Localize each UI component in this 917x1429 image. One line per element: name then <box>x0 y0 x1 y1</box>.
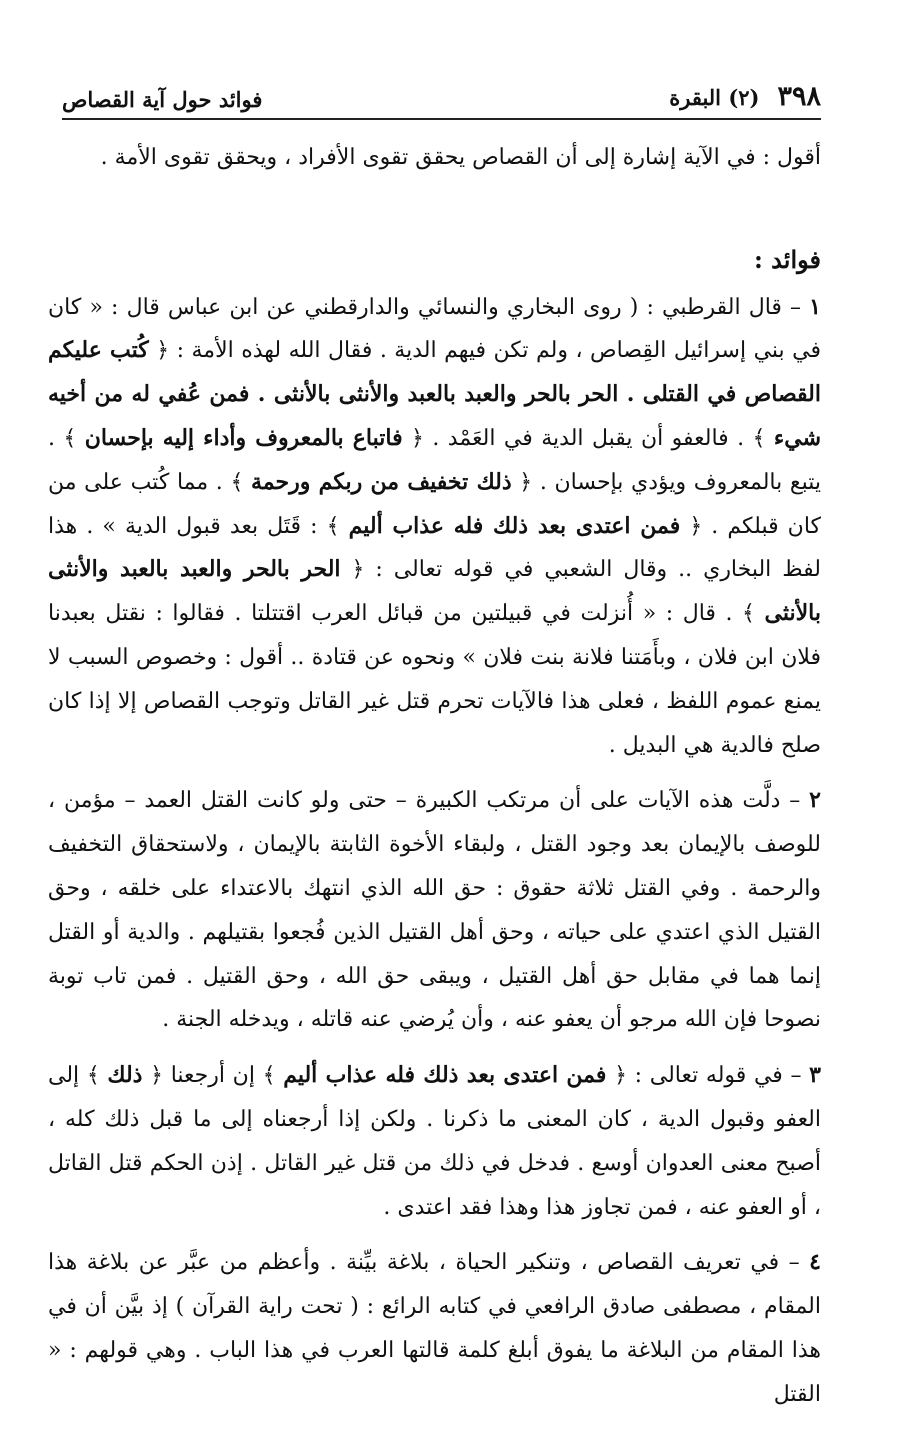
quran-verse: ذلك تخفيف من ربكم ورحمة <box>251 468 512 495</box>
paragraph-text: – في تعريف القصاص ، وتنكير الحياة ، بلاغة بيِّنة . وأعظم من عبَّر عن بلاغة هذا المقام ، مصطفى صادق الرافعي في كتابه الرائع : ( تحت راية القرآن ) إذ بيَّن أن في هذا المقام من البلاغة ما يفوق أبلغ كلمة قالتها العرب في هذا الباب . وهي قولهم : « القتل <box>48 1250 821 1407</box>
benefit-paragraph-3 <box>48 1054 821 1229</box>
paragraph-text: ﴾ . يتبع بالمعروف ويؤدي بإحسان . ﴿ <box>48 425 822 495</box>
header-right-group <box>669 81 821 112</box>
paragraph-text: – في قوله تعالى : ﴿ <box>606 1063 810 1089</box>
page-body <box>48 136 821 1429</box>
surah-label: (٢) البقرة <box>669 85 760 110</box>
quran-verse: كُتب عليكم القصاص في القتلى . الحر بالحر والعبد بالعبد والأنثى بالأنثى . فمن عُفي له من أخيه شيء <box>48 337 822 451</box>
running-section-title: فوائد حول آية القصاص <box>62 87 263 112</box>
paragraph-text: ﴾ إلى العفو وقبول الدية ، كان المعنى ما ذكرنا . ولكن إذا أرجعناه إلى ما قبل ذلك كله ، أصبح معنى العدوان أوسع . فدخل في ذلك من قتل غير القاتل . إذن الحكم قتل القاتل ، أو العفو عنه ، فمن تجاوز هذا وهذا فقد اعتدى . <box>48 1063 821 1220</box>
benefit-number: ٤ <box>809 1249 821 1276</box>
quran-verse: فمن اعتدى بعد ذلك فله عذاب أليم <box>348 512 681 539</box>
paragraph-text: ﴾ . قال : « أُنزلت في قبيلتين من قبائل العرب اقتتلتا . فقالوا : نقتل بعبدنا فلان ابن فلان ، وبأَمَتنا فلانة بنت فلان » ونحوه عن قتادة .. أقول : وخصوص السبب لا يمنع عموم اللفظ ، فعلى هذا فالآيات تحرم قتل غير القاتل وتوجب القصاص إلا إذا كان صلح فالدية هي البديل . <box>48 601 821 758</box>
benefit-number: ١ <box>809 293 821 320</box>
benefit-paragraph-1 <box>48 286 821 768</box>
paragraph-text: – قال القرطبي : ( روى البخاري والنسائي والدارقطني عن ابن عباس قال : « كان في بني إسرائيل القِصاص ، ولم تكن فيهم الدية . فقال الله لهذه الأمة : ﴿ <box>48 294 822 364</box>
quran-verse: الحر بالحر والعبد بالعبد والأنثى بالأنثى <box>48 556 821 627</box>
benefit-number: ٣ <box>809 1062 821 1089</box>
benefit-paragraph-2 <box>48 779 821 1042</box>
benefit-paragraph-4 <box>48 1241 821 1416</box>
quran-verse: فمن اعتدى بعد ذلك فله عذاب أليم <box>283 1062 607 1089</box>
paragraph-text: – دلَّت هذه الآيات على أن مرتكب الكبيرة – حتى ولو كانت القتل العمد – مؤمن ، للوصف بالإيمان بعد وجود القتل ، ولبقاء الأخوة الثابتة بالإيمان ، ولاستحقاق التخفيف والرحمة . وفي القتل ثلاثة حقوق : حق الله الذي انتهك بالاعتداء على خلقه ، وحق القتيل الذي اعتدي على حياته ، وحق أهل القتيل الذين فُجعوا بقتيلهم . والدية أو القتل إنما هما في مقابل حق أهل القتيل ، ويبقى حق الله ، وحق القتيل . فمن تاب توبة نصوحا فإن الله مرجو أن يعفو عنه ، وأن يُرضي عنه قاتله ، ويدخله الجنة . <box>48 788 821 1033</box>
paragraph-text: ﴾ . مما كُتب على من كان قبلكم . ﴿ <box>48 469 822 539</box>
paragraph-text: ﴾ . فالعفو أن يقبل الدية في العَمْد . ﴿ <box>402 425 774 451</box>
running-header <box>62 74 821 120</box>
quran-verse: ذلك <box>107 1062 143 1089</box>
intro-paragraph: أقول : في الآية إشارة إلى أن القصاص يحقق تقوى الأفراد ، ويحقق تقوى الأمة . <box>100 145 821 170</box>
paragraph-text: ﴾ : قَتَل بعد قبول الدية » . هذا لفظ البخاري .. وقال الشعبي في قوله تعالى : ﴿ <box>48 513 821 583</box>
quran-verse: فاتباع بالمعروف وأداء إليه بإحسان <box>84 424 403 451</box>
page-number: ٣٩٨ <box>777 81 821 112</box>
benefits-heading: فوائد : <box>753 244 821 274</box>
benefit-number: ٢ <box>809 787 821 814</box>
paragraph-text: ﴾ إن أرجعنا ﴿ <box>142 1063 284 1089</box>
